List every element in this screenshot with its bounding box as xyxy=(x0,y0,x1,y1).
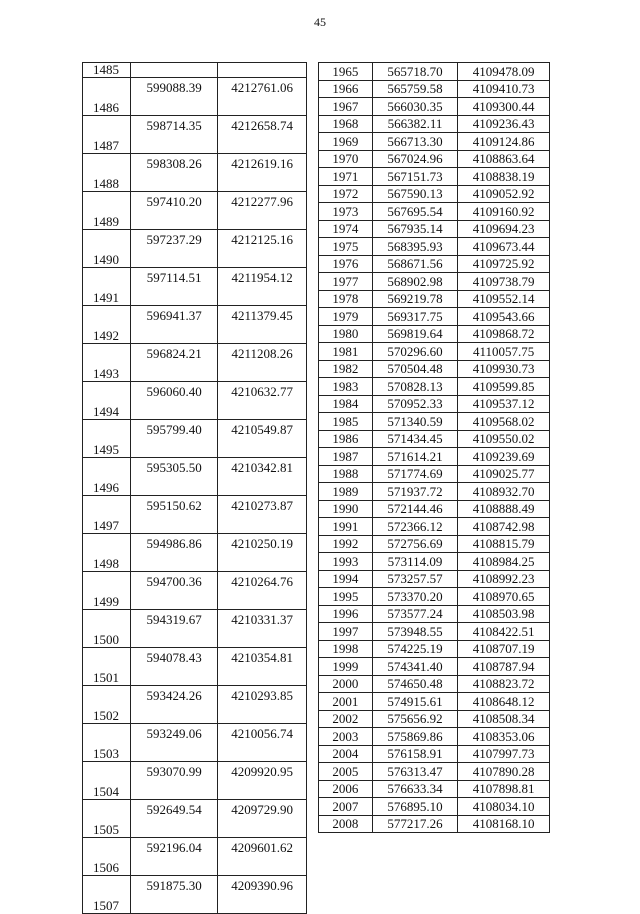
point-id: 1976 xyxy=(319,255,373,273)
table-row xyxy=(319,553,550,571)
point-id: 1977 xyxy=(319,273,373,291)
table-row xyxy=(319,255,550,273)
x-coordinate: 577217.26 xyxy=(372,815,458,833)
x-coordinate: 571774.69 xyxy=(372,465,458,483)
table-row xyxy=(319,448,550,466)
y-coordinate: 4108168.10 xyxy=(458,815,550,833)
x-coordinate: 566713.30 xyxy=(372,133,458,151)
table-row xyxy=(83,876,307,914)
y-coordinate: 4212277.96 xyxy=(218,192,307,230)
y-coordinate: 4109725.92 xyxy=(458,255,550,273)
point-id: 1486 xyxy=(83,78,131,116)
point-id: 2008 xyxy=(319,815,373,833)
x-coordinate: 592649.54 xyxy=(130,800,218,838)
point-id: 1492 xyxy=(83,306,131,344)
x-coordinate: 574915.61 xyxy=(372,693,458,711)
table-row xyxy=(319,203,550,221)
table-row xyxy=(319,500,550,518)
x-coordinate: 598308.26 xyxy=(130,154,218,192)
x-coordinate: 593070.99 xyxy=(130,762,218,800)
x-coordinate: 595799.40 xyxy=(130,420,218,458)
x-coordinate: 576313.47 xyxy=(372,763,458,781)
y-coordinate: 4110057.75 xyxy=(458,343,550,361)
table-row xyxy=(319,290,550,308)
y-coordinate: 4212125.16 xyxy=(218,230,307,268)
table-row xyxy=(319,710,550,728)
table-row xyxy=(83,610,307,648)
x-coordinate: 592196.04 xyxy=(130,838,218,876)
x-coordinate: 567695.54 xyxy=(372,203,458,221)
x-coordinate: 571434.45 xyxy=(372,430,458,448)
x-coordinate: 571340.59 xyxy=(372,413,458,431)
y-coordinate: 4210342.81 xyxy=(218,458,307,496)
point-id: 1499 xyxy=(83,572,131,610)
point-id: 1498 xyxy=(83,534,131,572)
x-coordinate: 574341.40 xyxy=(372,658,458,676)
point-id: 1992 xyxy=(319,535,373,553)
table-row xyxy=(83,800,307,838)
table-row xyxy=(319,115,550,133)
point-id: 1487 xyxy=(83,116,131,154)
point-id: 1997 xyxy=(319,623,373,641)
table-row xyxy=(319,728,550,746)
x-coordinate: 573370.20 xyxy=(372,588,458,606)
table-row xyxy=(83,420,307,458)
point-id: 1988 xyxy=(319,465,373,483)
y-coordinate: 4109673.44 xyxy=(458,238,550,256)
table-row xyxy=(83,724,307,762)
y-coordinate xyxy=(218,63,307,78)
table-row xyxy=(319,483,550,501)
point-id: 1505 xyxy=(83,800,131,838)
table-row xyxy=(83,382,307,420)
y-coordinate: 4108503.98 xyxy=(458,605,550,623)
point-id: 1495 xyxy=(83,420,131,458)
point-id: 1488 xyxy=(83,154,131,192)
y-coordinate: 4108992.23 xyxy=(458,570,550,588)
x-coordinate: 576633.34 xyxy=(372,780,458,798)
y-coordinate: 4109478.09 xyxy=(458,63,550,81)
table-row xyxy=(319,413,550,431)
y-coordinate: 4107898.81 xyxy=(458,780,550,798)
x-coordinate: 576158.91 xyxy=(372,745,458,763)
y-coordinate: 4109410.73 xyxy=(458,80,550,98)
point-id: 1986 xyxy=(319,430,373,448)
y-coordinate: 4109930.73 xyxy=(458,360,550,378)
x-coordinate: 597237.29 xyxy=(130,230,218,268)
point-id: 1996 xyxy=(319,605,373,623)
point-id: 1489 xyxy=(83,192,131,230)
x-coordinate: 565759.58 xyxy=(372,80,458,98)
x-coordinate: 572144.46 xyxy=(372,500,458,518)
y-coordinate: 4211954.12 xyxy=(218,268,307,306)
x-coordinate: 567935.14 xyxy=(372,220,458,238)
point-id: 1994 xyxy=(319,570,373,588)
table-row xyxy=(319,220,550,238)
y-coordinate: 4108508.34 xyxy=(458,710,550,728)
x-coordinate: 596941.37 xyxy=(130,306,218,344)
y-coordinate: 4108984.25 xyxy=(458,553,550,571)
table-row xyxy=(319,63,550,81)
table-row xyxy=(319,518,550,536)
table-row xyxy=(83,572,307,610)
x-coordinate: 573577.24 xyxy=(372,605,458,623)
point-id: 1989 xyxy=(319,483,373,501)
table-row xyxy=(319,675,550,693)
x-coordinate: 575869.86 xyxy=(372,728,458,746)
y-coordinate: 4210549.87 xyxy=(218,420,307,458)
table-row xyxy=(319,535,550,553)
y-coordinate: 4108034.10 xyxy=(458,798,550,816)
table-row xyxy=(319,168,550,186)
x-coordinate: 571937.72 xyxy=(372,483,458,501)
x-coordinate: 565718.70 xyxy=(372,63,458,81)
x-coordinate: 576895.10 xyxy=(372,798,458,816)
y-coordinate: 4209729.90 xyxy=(218,800,307,838)
y-coordinate: 4109160.92 xyxy=(458,203,550,221)
page-number: 45 xyxy=(314,15,326,29)
table-row xyxy=(83,192,307,230)
y-coordinate: 4109868.72 xyxy=(458,325,550,343)
table-row xyxy=(319,640,550,658)
x-coordinate: 568671.56 xyxy=(372,255,458,273)
x-coordinate: 598714.35 xyxy=(130,116,218,154)
x-coordinate: 573257.57 xyxy=(372,570,458,588)
table-row xyxy=(83,648,307,686)
y-coordinate: 4210056.74 xyxy=(218,724,307,762)
table-row xyxy=(319,378,550,396)
point-id: 2004 xyxy=(319,745,373,763)
point-id: 2007 xyxy=(319,798,373,816)
point-id: 1993 xyxy=(319,553,373,571)
x-coordinate: 595150.62 xyxy=(130,496,218,534)
point-id: 1998 xyxy=(319,640,373,658)
x-coordinate: 594078.43 xyxy=(130,648,218,686)
table-row xyxy=(319,780,550,798)
point-id: 1999 xyxy=(319,658,373,676)
y-coordinate: 4212761.06 xyxy=(218,78,307,116)
table-row xyxy=(319,150,550,168)
table-row xyxy=(83,458,307,496)
point-id: 1971 xyxy=(319,168,373,186)
y-coordinate: 4109537.12 xyxy=(458,395,550,413)
point-id: 1502 xyxy=(83,686,131,724)
point-id: 1980 xyxy=(319,325,373,343)
y-coordinate: 4109239.69 xyxy=(458,448,550,466)
y-coordinate: 4209601.62 xyxy=(218,838,307,876)
y-coordinate: 4211208.26 xyxy=(218,344,307,382)
point-id: 1497 xyxy=(83,496,131,534)
y-coordinate: 4107890.28 xyxy=(458,763,550,781)
y-coordinate: 4210264.76 xyxy=(218,572,307,610)
point-id: 1972 xyxy=(319,185,373,203)
table-row xyxy=(319,325,550,343)
table-row xyxy=(319,98,550,116)
point-id: 1966 xyxy=(319,80,373,98)
point-id: 1975 xyxy=(319,238,373,256)
y-coordinate: 4109300.44 xyxy=(458,98,550,116)
x-coordinate: 570828.13 xyxy=(372,378,458,396)
point-id: 2005 xyxy=(319,763,373,781)
left-coordinates-table xyxy=(82,62,307,914)
y-coordinate: 4108838.19 xyxy=(458,168,550,186)
x-coordinate: 597114.51 xyxy=(130,268,218,306)
point-id: 2000 xyxy=(319,675,373,693)
point-id: 2003 xyxy=(319,728,373,746)
table-row xyxy=(83,116,307,154)
point-id: 2002 xyxy=(319,710,373,728)
table-row xyxy=(319,745,550,763)
x-coordinate: 567151.73 xyxy=(372,168,458,186)
x-coordinate xyxy=(130,63,218,78)
y-coordinate: 4108742.98 xyxy=(458,518,550,536)
y-coordinate: 4108815.79 xyxy=(458,535,550,553)
point-id: 1981 xyxy=(319,343,373,361)
table-row xyxy=(83,344,307,382)
x-coordinate: 569819.64 xyxy=(372,325,458,343)
table-row xyxy=(319,798,550,816)
y-coordinate: 4212619.16 xyxy=(218,154,307,192)
table-row xyxy=(319,343,550,361)
table-row xyxy=(319,133,550,151)
table-row xyxy=(319,465,550,483)
x-coordinate: 572366.12 xyxy=(372,518,458,536)
y-coordinate: 4109599.85 xyxy=(458,378,550,396)
x-coordinate: 570296.60 xyxy=(372,343,458,361)
table-row xyxy=(83,534,307,572)
y-coordinate: 4109568.02 xyxy=(458,413,550,431)
right-coordinates-table xyxy=(318,62,550,833)
x-coordinate: 597410.20 xyxy=(130,192,218,230)
table-row xyxy=(83,154,307,192)
x-coordinate: 591875.30 xyxy=(130,876,218,914)
point-id: 1974 xyxy=(319,220,373,238)
x-coordinate: 599088.39 xyxy=(130,78,218,116)
point-id: 1493 xyxy=(83,344,131,382)
table-row xyxy=(319,658,550,676)
y-coordinate: 4108863.64 xyxy=(458,150,550,168)
point-id: 1500 xyxy=(83,610,131,648)
x-coordinate: 594700.36 xyxy=(130,572,218,610)
y-coordinate: 4108823.72 xyxy=(458,675,550,693)
table-row xyxy=(319,273,550,291)
x-coordinate: 568395.93 xyxy=(372,238,458,256)
x-coordinate: 573114.09 xyxy=(372,553,458,571)
y-coordinate: 4210293.85 xyxy=(218,686,307,724)
x-coordinate: 570952.33 xyxy=(372,395,458,413)
x-coordinate: 574225.19 xyxy=(372,640,458,658)
table-row xyxy=(83,78,307,116)
point-id: 1967 xyxy=(319,98,373,116)
point-id: 1995 xyxy=(319,588,373,606)
table-row xyxy=(83,230,307,268)
table-row xyxy=(83,268,307,306)
point-id: 1982 xyxy=(319,360,373,378)
point-id: 1503 xyxy=(83,724,131,762)
table-row xyxy=(83,762,307,800)
table-row xyxy=(83,496,307,534)
table-row xyxy=(83,686,307,724)
y-coordinate: 4108970.65 xyxy=(458,588,550,606)
table-row xyxy=(83,838,307,876)
y-coordinate: 4107997.73 xyxy=(458,745,550,763)
point-id: 1969 xyxy=(319,133,373,151)
point-id: 1507 xyxy=(83,876,131,914)
y-coordinate: 4212658.74 xyxy=(218,116,307,154)
table-row xyxy=(319,588,550,606)
table-row xyxy=(319,430,550,448)
y-coordinate: 4210331.37 xyxy=(218,610,307,648)
x-coordinate: 596824.21 xyxy=(130,344,218,382)
point-id: 1501 xyxy=(83,648,131,686)
y-coordinate: 4109738.79 xyxy=(458,273,550,291)
x-coordinate: 566382.11 xyxy=(372,115,458,133)
x-coordinate: 570504.48 xyxy=(372,360,458,378)
x-coordinate: 573948.55 xyxy=(372,623,458,641)
y-coordinate: 4108787.94 xyxy=(458,658,550,676)
y-coordinate: 4109543.66 xyxy=(458,308,550,326)
x-coordinate: 594319.67 xyxy=(130,610,218,648)
y-coordinate: 4210250.19 xyxy=(218,534,307,572)
table-row xyxy=(319,360,550,378)
table-row xyxy=(319,815,550,833)
x-coordinate: 571614.21 xyxy=(372,448,458,466)
x-coordinate: 567024.96 xyxy=(372,150,458,168)
y-coordinate: 4210273.87 xyxy=(218,496,307,534)
y-coordinate: 4109550.02 xyxy=(458,430,550,448)
point-id: 1979 xyxy=(319,308,373,326)
y-coordinate: 4108707.19 xyxy=(458,640,550,658)
table-row xyxy=(83,63,307,78)
point-id: 1984 xyxy=(319,395,373,413)
point-id: 2006 xyxy=(319,780,373,798)
y-coordinate: 4210354.81 xyxy=(218,648,307,686)
y-coordinate: 4210632.77 xyxy=(218,382,307,420)
y-coordinate: 4109552.14 xyxy=(458,290,550,308)
y-coordinate: 4209390.96 xyxy=(218,876,307,914)
point-id: 1990 xyxy=(319,500,373,518)
table-row xyxy=(319,185,550,203)
x-coordinate: 593249.06 xyxy=(130,724,218,762)
point-id: 1965 xyxy=(319,63,373,81)
table-row xyxy=(83,306,307,344)
x-coordinate: 569317.75 xyxy=(372,308,458,326)
x-coordinate: 596060.40 xyxy=(130,382,218,420)
point-id: 1973 xyxy=(319,203,373,221)
point-id: 1970 xyxy=(319,150,373,168)
y-coordinate: 4211379.45 xyxy=(218,306,307,344)
y-coordinate: 4109025.77 xyxy=(458,465,550,483)
y-coordinate: 4109124.86 xyxy=(458,133,550,151)
point-id: 1978 xyxy=(319,290,373,308)
point-id: 1985 xyxy=(319,413,373,431)
point-id: 1504 xyxy=(83,762,131,800)
point-id: 2001 xyxy=(319,693,373,711)
point-id: 1496 xyxy=(83,458,131,496)
x-coordinate: 569219.78 xyxy=(372,290,458,308)
x-coordinate: 575656.92 xyxy=(372,710,458,728)
x-coordinate: 593424.26 xyxy=(130,686,218,724)
y-coordinate: 4109052.92 xyxy=(458,185,550,203)
y-coordinate: 4109694.23 xyxy=(458,220,550,238)
point-id: 1506 xyxy=(83,838,131,876)
table-row xyxy=(319,763,550,781)
table-row xyxy=(319,80,550,98)
y-coordinate: 4108888.49 xyxy=(458,500,550,518)
y-coordinate: 4108648.12 xyxy=(458,693,550,711)
point-id: 1485 xyxy=(83,63,131,78)
point-id: 1490 xyxy=(83,230,131,268)
y-coordinate: 4108932.70 xyxy=(458,483,550,501)
x-coordinate: 568902.98 xyxy=(372,273,458,291)
table-row xyxy=(319,570,550,588)
point-id: 1968 xyxy=(319,115,373,133)
x-coordinate: 574650.48 xyxy=(372,675,458,693)
x-coordinate: 566030.35 xyxy=(372,98,458,116)
table-row xyxy=(319,308,550,326)
x-coordinate: 595305.50 xyxy=(130,458,218,496)
table-row xyxy=(319,395,550,413)
y-coordinate: 4209920.95 xyxy=(218,762,307,800)
x-coordinate: 594986.86 xyxy=(130,534,218,572)
point-id: 1494 xyxy=(83,382,131,420)
table-row xyxy=(319,693,550,711)
table-row xyxy=(319,623,550,641)
point-id: 1991 xyxy=(319,518,373,536)
y-coordinate: 4109236.43 xyxy=(458,115,550,133)
y-coordinate: 4108422.51 xyxy=(458,623,550,641)
point-id: 1987 xyxy=(319,448,373,466)
point-id: 1983 xyxy=(319,378,373,396)
x-coordinate: 572756.69 xyxy=(372,535,458,553)
x-coordinate: 567590.13 xyxy=(372,185,458,203)
point-id: 1491 xyxy=(83,268,131,306)
table-row xyxy=(319,238,550,256)
table-row xyxy=(319,605,550,623)
y-coordinate: 4108353.06 xyxy=(458,728,550,746)
